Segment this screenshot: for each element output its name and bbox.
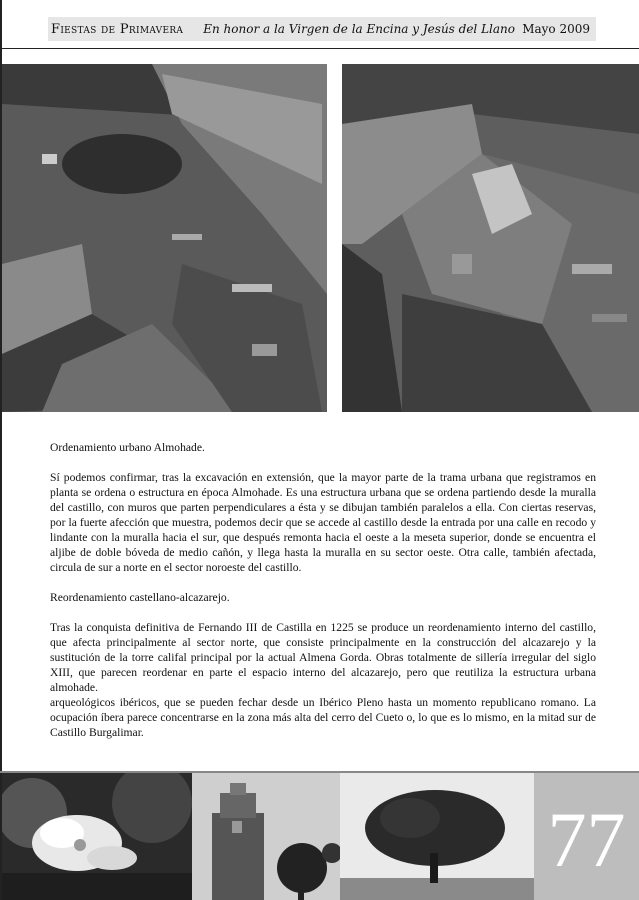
- section-heading-castellano: Reordenamiento castellano-alcazarejo.: [50, 591, 230, 604]
- header-date: Mayo 2009: [522, 22, 590, 36]
- tower-photo: [192, 773, 340, 900]
- magazine-title: Fiestas de Primavera: [51, 21, 184, 37]
- flowers-photo: [2, 773, 192, 900]
- paragraph-almohade: Sí podemos confirmar, tras la excavación en extensión, que la mayor parte de la trama urbana que registramos en planta se ordena o estructura en época Almohade. Es una estructura urbana que se ordena partiendo desde la muralla del castillo, con muros que parten perpendiculares a ésta y se dibujan también paralelos a ella. Con ciertas reservas, por la fuerte afección que muestra, podemos decir que se accede al castillo desde la entrada por una calle en recodo y lindante con la muralla hacia el sur, que después remonta hacia el oeste a la meseta superior, donde se encuentra el aljibe de doble bóveda de medio cañón, y llega hasta la muralla en su sector oeste. Otra calle, también afectada, circula de sur a norte en el sector noroeste del castillo.: [50, 471, 596, 574]
- excavation-photo-left: [2, 64, 327, 412]
- header-rule: [0, 48, 639, 49]
- article-body: [50, 440, 596, 740]
- oak-tree-photo: [340, 773, 534, 900]
- page-number: 77: [547, 796, 626, 883]
- excavation-photo-right: [342, 64, 639, 412]
- header-subtitle: En honor a la Virgen de la Encina y Jesús del Llano: [203, 22, 515, 36]
- page-number-box: [534, 773, 639, 900]
- section-heading-almohade: Ordenamiento urbano Almohade.: [50, 441, 205, 454]
- paragraph-ibericos: arqueológicos ibéricos, que se pueden fechar desde un Ibérico Pleno hasta un momento republicano romano. La ocupación íbera parece concentrarse en la zona más alta del cerro del Cueto o, lo que es lo mismo, en la mitad sur de Castillo Burgalimar.: [50, 696, 596, 739]
- page-header: [48, 17, 596, 41]
- paragraph-castellano: Tras la conquista definitiva de Fernando III de Castilla en 1225 se produce un reordenamiento interno del castillo, que afecta principalmente al sector norte, que consiste principalmente en la construcción del alcazarejo y la sustitución de la torre califal principal por la actual Almena Gorda. Obras totalmente de sillería irregular del siglo XIII, que parecen reordenar en parte el espacio interno del alcazarejo, pero que reutiliza la estructura urbana almohade.: [50, 621, 596, 694]
